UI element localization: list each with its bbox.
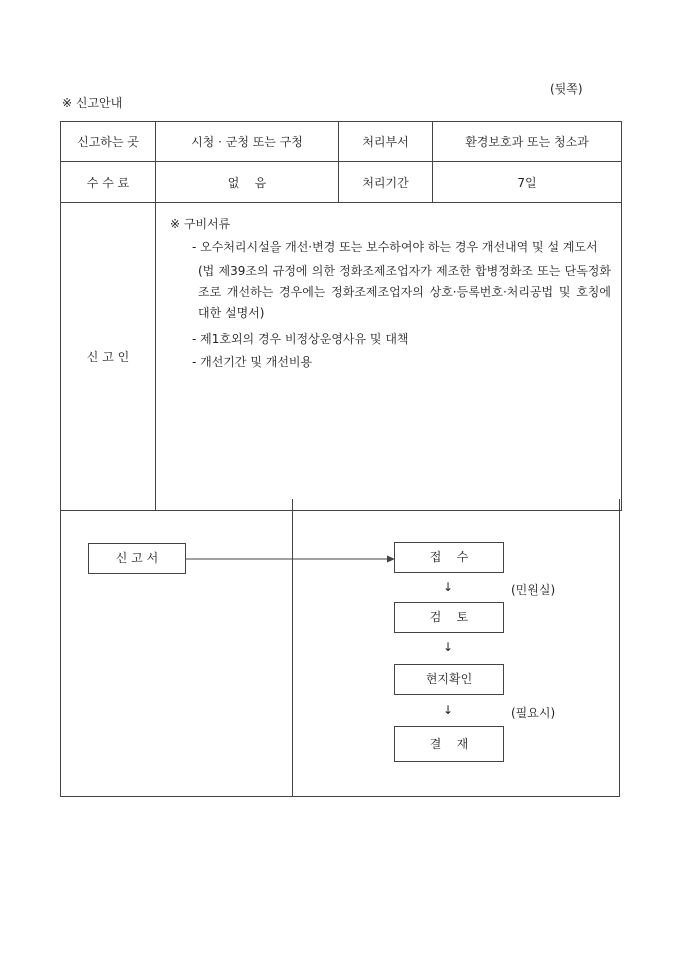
arrow-down-icon: ↓: [443, 580, 454, 594]
approval-box: 결 재: [394, 726, 504, 762]
table-row: [61, 122, 622, 162]
dept-value: 환경보호과 또는 청소과: [433, 122, 622, 162]
period-value: 7일: [433, 162, 622, 203]
receipt-box: 접 수: [394, 542, 504, 573]
applicant-label: 신 고 인: [61, 203, 156, 511]
table-row: [61, 203, 622, 511]
site-check-note: (필요시): [511, 706, 556, 720]
office-label: 신고하는 곳: [61, 122, 156, 162]
doc-item-1-note: (법 제39조의 규정에 의한 정화조제조업자가 제조한 합병정화조 또는 단독정화조로 개선하는 경우에는 정화조제조업자의 상호·등록번호·처리공법 및 호칭에 대한 설명서): [198, 264, 611, 320]
required-docs: [156, 203, 622, 511]
process-flow: [60, 499, 620, 797]
receipt-note: (민원실): [511, 583, 556, 597]
site-check-box: 현지확인: [394, 664, 504, 695]
fee-label: 수 수 료: [61, 162, 156, 203]
office-value: 시청 · 군청 또는 구청: [156, 122, 339, 162]
docs-title: ※ 구비서류: [170, 217, 231, 231]
flow-arrow-right: [186, 551, 396, 567]
fee-value: 없 음: [156, 162, 339, 203]
period-label: 처리기간: [339, 162, 433, 203]
arrow-down-icon: ↓: [443, 703, 454, 717]
back-side-note: (뒷쪽): [550, 82, 583, 96]
arrow-down-icon: ↓: [443, 640, 454, 654]
doc-item-1: - 오수처리시설을 개선·변경 또는 보수하여야 하는 경우 개선내역 및 설 계도서: [192, 240, 598, 254]
flow-divider: [292, 499, 293, 797]
report-box: 신 고 서: [88, 543, 186, 574]
guide-title: ※ 신고안내: [62, 96, 123, 110]
doc-item-3: - 개선기간 및 개선비용: [192, 355, 313, 369]
review-box: 검 토: [394, 602, 504, 633]
doc-item-2: - 제1호외의 경우 비정상운영사유 및 대책: [192, 332, 409, 346]
info-table: [60, 121, 622, 511]
dept-label: 처리부서: [339, 122, 433, 162]
table-row: [61, 162, 622, 203]
